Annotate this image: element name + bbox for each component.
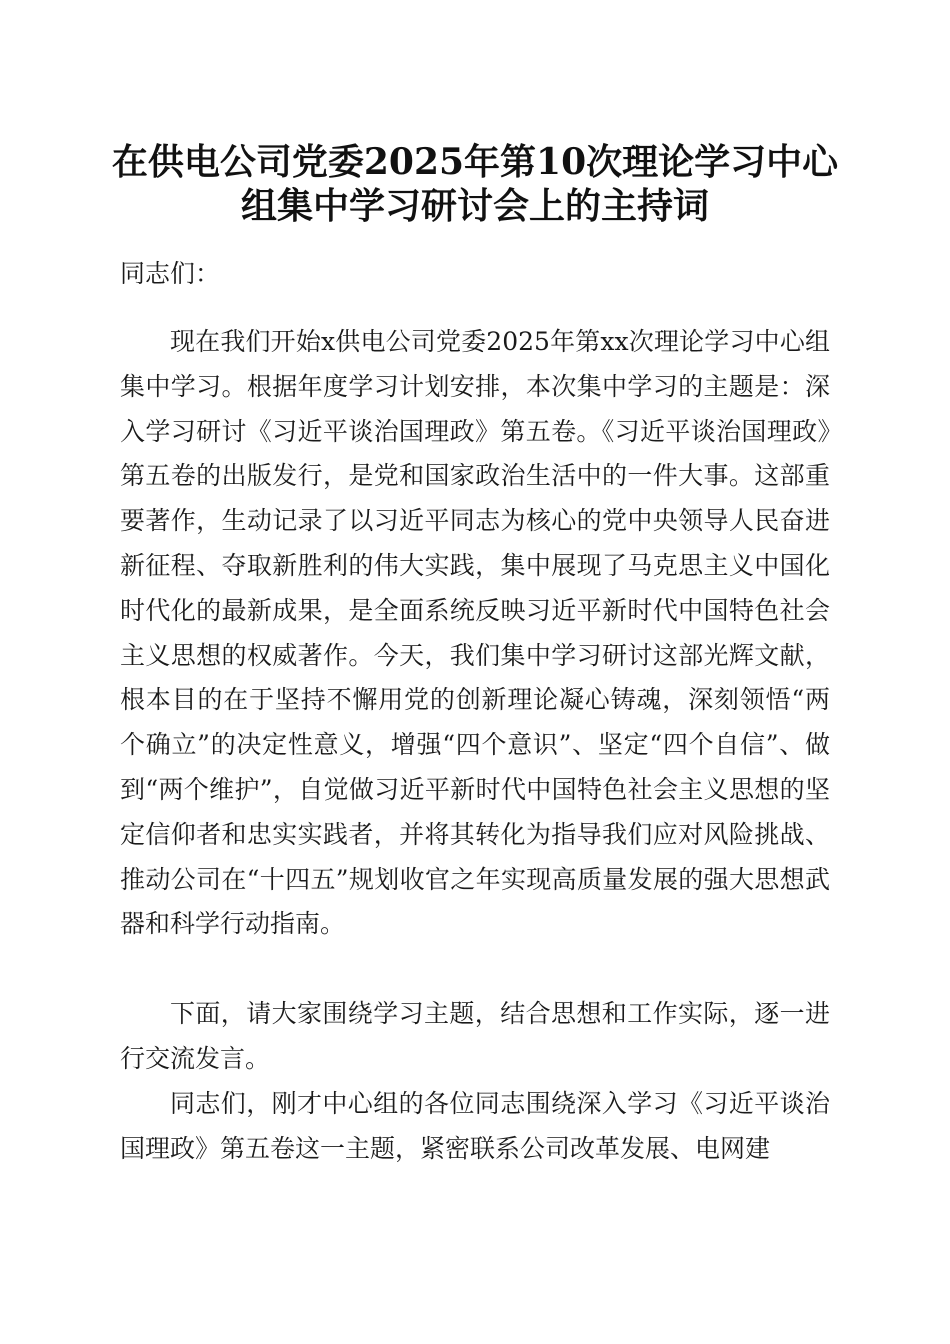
paragraph-3: 同志们，刚才中心组的各位同志围绕深入学习《习近平谈治国理政》第五卷这一主题，紧密联系公司改革发展、电网建 — [120, 1089, 830, 1163]
document-title-line-1: 在供电公司党委2025年第10次理论学习中心 — [111, 141, 839, 183]
document-title-line-2: 组集中学习研讨会上的主持词 — [240, 185, 709, 227]
paragraph-2: 下面，请大家围绕学习主题，结合思想和工作实际，逐一进行交流发言。 — [120, 999, 830, 1073]
salutation: 同志们： — [120, 259, 221, 288]
paragraph-1: 现在我们开始x供电公司党委2025年第xx次理论学习中心组集中学习。根据年度学习计划安排，本次集中学习的主题是：深入学习研讨《习近平谈治国理政》第五卷。《习近平谈治国理政》第五卷的出版发行，是党和国家政治生活中的一件大事。这部重要著作，生动记录了以习近平同志为核心的党中央领导人民奋进新征程、夺取新胜利的伟大实践，集中展现了马克思主义中国化时代化的最新成果，是全面系统反映习近平新时代中国特色社会主义思想的权威著作。今天，我们集中学习研讨这部光辉文献，根本目的在于坚持不懈用党的创新理论凝心铸魂，深刻领悟“两个确立”的决定性意义，增强“四个意识”、坚定“四个自信”、做到“两个维护”，自觉做习近平新时代中国特色社会主义思想的坚定信仰者和忠实实践者，并将其转化为指导我们应对风险挑战、推动公司在“十四五”规划收官之年实现高质量发展的强大思想武器和科学行动指南。 — [120, 327, 830, 939]
